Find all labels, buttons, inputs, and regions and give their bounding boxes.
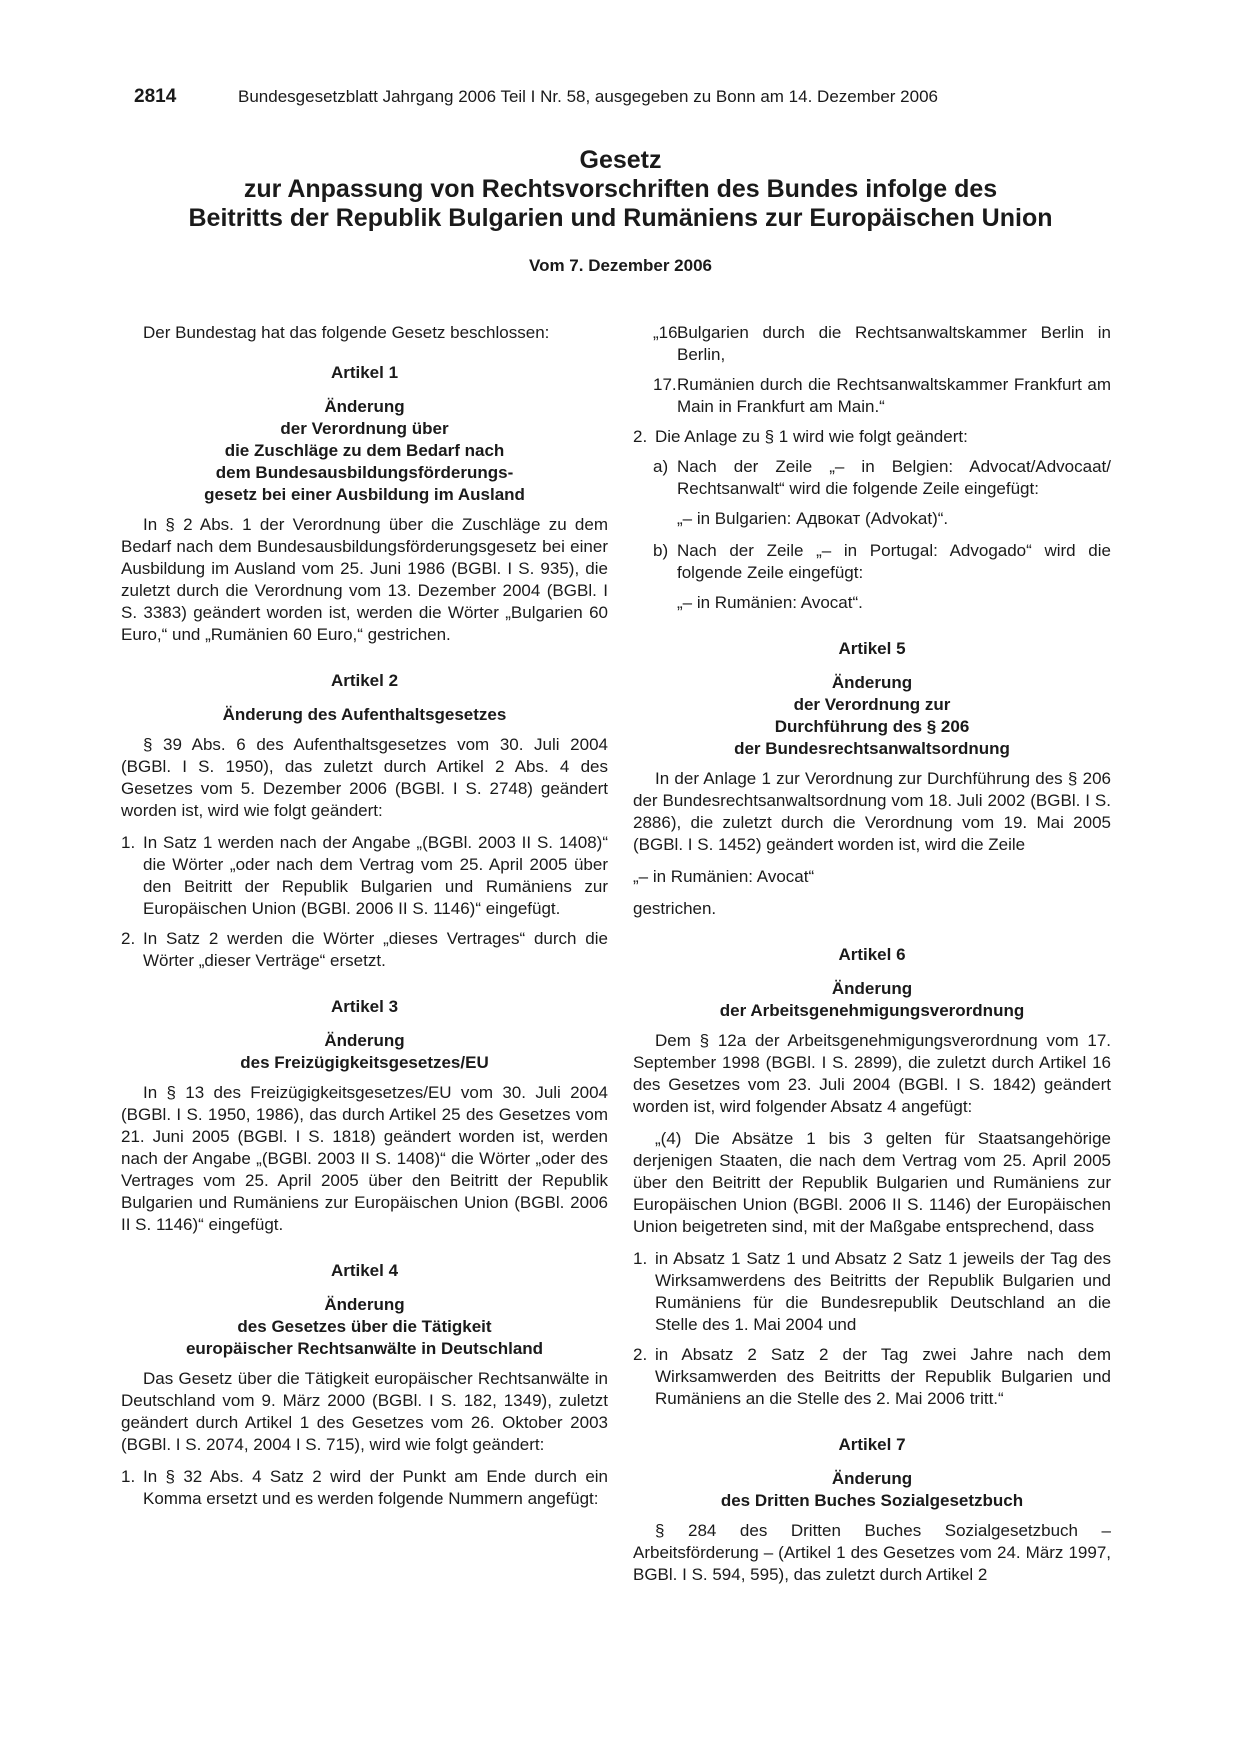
- paragraph: § 284 des Dritten Buches Sozialgesetzbuch – Arbeitsförderung – (Artikel 1 des Gesetzes vom 24. März 1997, BGBl. I S. 594, 595), das zuletzt durch Artikel 2: [633, 1521, 1111, 1584]
- law-title: [100, 146, 1141, 233]
- paragraph: Dem § 12a der Arbeitsgenehmigungsverordnung vom 17. September 1998 (BGBl. I S. 2899), die zuletzt durch Artikel 16 des Gesetzes vom 23. Juli 2004 (BGBl. I S. 1842) geändert worden ist, wird folgender Absatz 4 angefügt:: [633, 1031, 1111, 1116]
- paragraph: Der Bundestag hat das folgende Gesetz beschlossen:: [143, 323, 550, 342]
- article-heading-line: Änderung: [324, 397, 405, 416]
- article-heading-line: Änderung des Aufenthaltsgesetzes: [222, 705, 507, 724]
- article-heading: [121, 1294, 608, 1360]
- law-title-line-1: Gesetz: [579, 146, 662, 174]
- article-number: Artikel 7: [838, 1435, 906, 1454]
- right-column: [633, 322, 1111, 1596]
- numbered-item: [121, 928, 608, 972]
- law-date: Vom 7. Dezember 2006: [529, 256, 712, 275]
- article-heading: [121, 396, 608, 506]
- article-heading-line: des Freizügigkeitsgesetzes/EU: [240, 1053, 489, 1072]
- numbered-item: [633, 1248, 1111, 1336]
- paragraph: Das Gesetz über die Tätigkeit europäischer Rechtsanwälte in Deutschland vom 9. März 2000 (BGBl. I S. 182, 1349), zuletzt geändert durch Artikel 1 des Gesetzes vom 26. Oktober 2003 (BGBl. I S. 2074, 2004 I S. 715), wird wie folgt geändert:: [121, 1369, 608, 1454]
- sub-item: [633, 374, 1111, 418]
- item-text: Nach der Zeile „– in Portugal: Advogado“ wird die folgende Zeile eingefügt:: [677, 541, 1111, 582]
- article-heading-line: der Bundesrechtsanwaltsordnung: [734, 739, 1010, 758]
- item-label: a): [653, 457, 669, 476]
- article-heading-line: der Verordnung zur: [793, 695, 951, 714]
- article-heading: [121, 704, 608, 726]
- item-text: Nach der Zeile „– in Belgien: Advocat/Advocaat/ Rechtsanwalt“ wird die folgende Zeile eingefügt:: [677, 457, 1111, 498]
- article-heading-line: die Zuschläge zu dem Bedarf nach: [224, 441, 505, 460]
- item-label: b): [653, 541, 669, 560]
- item-text: in Absatz 1 Satz 1 und Absatz 2 Satz 1 jeweils der Tag des Wirksamwerdens des Beitritts der Republik Bulgarien und Rumäniens für die Bundesrepublik Deutschland an die Stelle des 1. Mai 2004 und: [655, 1249, 1111, 1334]
- article-heading-line: des Gesetzes über die Tätigkeit: [237, 1317, 492, 1336]
- paragraph: gestrichen.: [633, 899, 717, 918]
- item-text: in Absatz 2 Satz 2 der Tag zwei Jahre nach dem Wirksamwerden des Beitritts der Republik Bulgarien und Rumäniens an die Stelle des 2. Mai 2006 tritt.“: [655, 1345, 1111, 1408]
- paragraph: In § 13 des Freizügigkeitsgesetzes/EU vom 30. Juli 2004 (BGBl. I S. 1950, 1986), das durch Artikel 25 des Gesetzes vom 21. Juni 2005 (BGBl. I S. 1818) geändert worden ist, werden nach der Angabe „(BGBl. 2003 II S. 1408)“ die Wörter „oder des Vertrages vom 25. April 2005 über den Beitritt der Republik Bulgarien und Rumäniens zur Europäischen Union (BGBl. 2006 II S. 1146)“ eingefügt.: [121, 1083, 608, 1234]
- article-heading-line: Änderung: [831, 673, 913, 692]
- sub-item: [633, 540, 1111, 584]
- article-heading-line: des Dritten Buches Sozialgesetzbuch: [720, 1491, 1024, 1510]
- law-title-line-3: Beitritts der Republik Bulgarien und Rumäniens zur Europäischen Union: [188, 204, 1053, 232]
- article-heading-line: der Arbeitsgenehmigungsverordnung: [719, 1001, 1025, 1020]
- item-text: Rumänien durch die Rechtsanwaltskammer Frankfurt am Main in Frankfurt am Main.“: [677, 375, 1111, 416]
- paragraph: „(4) Die Absätze 1 bis 3 gelten für Staatsangehörige derjenigen Staaten, die nach dem Vertrag vom 25. April 2005 über den Beitritt der Republik Bulgarien und Rumäniens zur Europäischen Union (BGBl. 2006 II S. 1146) der Europäischen Union beigetreten sind, mit der Maßgabe entsprechend, dass: [633, 1129, 1111, 1236]
- item-text: In Satz 1 werden nach der Angabe „(BGBl. 2003 II S. 1408)“ die Wörter „oder nach dem Vertrag vom 25. April 2005 über den Beitritt der Republik Bulgarien und Rumäniens zur Europäischen Union (BGBl. 2006 II S. 1146)“ eingefügt.: [143, 833, 608, 918]
- paragraph: In § 2 Abs. 1 der Verordnung über die Zuschläge zu dem Bedarf nach dem Bundesausbildungsförderungsgesetz bei einer Ausbildung im Ausland vom 25. Juni 1986 (BGBl. I S. 935), die zuletzt durch die Verordnung vom 13. Dezember 2004 (BGBl. I S. 3383) geändert worden ist, werden die Wörter „Bulgarien 60 Euro,“ und „Rumänien 60 Euro,“ gestrichen.: [121, 515, 608, 644]
- item-label: 1.: [121, 833, 136, 852]
- page-number: 2814: [134, 86, 177, 107]
- item-label: 1.: [121, 1467, 136, 1486]
- item-label: 2.: [121, 929, 136, 948]
- item-label: 17.: [653, 375, 677, 394]
- article-heading-line: dem Bundesausbildungsförderungs-: [215, 463, 514, 482]
- article-number: Artikel 1: [330, 363, 399, 382]
- item-label: 2.: [633, 427, 648, 446]
- running-header: [134, 86, 1114, 108]
- item-text: Die Anlage zu § 1 wird wie folgt geändert:: [655, 427, 968, 446]
- paragraph: § 39 Abs. 6 des Aufenthaltsgesetzes vom 30. Juli 2004 (BGBl. I S. 1950), das zuletzt durch Artikel 2 Abs. 4 des Gesetzes vom 5. Dezember 2006 (BGBl. I S. 2748) geändert worden ist, wird wie folgt geändert:: [121, 735, 608, 820]
- quoted-line: „– in Bulgarien: Адвокат (Advokat)“.: [677, 509, 949, 528]
- article-heading-line: gesetz bei einer Ausbildung im Ausland: [204, 485, 525, 504]
- article-heading-line: Durchführung des § 206: [774, 717, 970, 736]
- article-number: Artikel 5: [838, 639, 906, 658]
- article-heading: [633, 978, 1111, 1022]
- paragraph: „– in Rumänien: Avocat“: [633, 867, 815, 886]
- quoted-line: „– in Rumänien: Avocat“.: [677, 593, 863, 612]
- article-heading: [633, 1468, 1111, 1512]
- item-text: In § 32 Abs. 4 Satz 2 wird der Punkt am Ende durch ein Komma ersetzt und es werden folgende Nummern angefügt:: [143, 1467, 608, 1508]
- paragraph: In der Anlage 1 zur Verordnung zur Durchführung des § 206 der Bundesrechtsanwaltsordnung vom 18. Juli 2002 (BGBl. I S. 2886), die zuletzt durch die Verordnung vom 19. Mai 2005 (BGBl. I S. 1452) geändert worden ist, wird die Zeile: [633, 769, 1111, 854]
- article-heading-line: Änderung: [324, 1295, 405, 1314]
- item-label: 2.: [633, 1345, 648, 1364]
- article-heading-line: Änderung: [831, 1469, 913, 1488]
- article-heading-line: Änderung: [324, 1031, 405, 1050]
- article-number: Artikel 2: [330, 671, 399, 690]
- sub-item: [633, 322, 1111, 366]
- numbered-item: [633, 426, 1111, 448]
- article-number: Artikel 4: [330, 1261, 399, 1280]
- numbered-item: [633, 1344, 1111, 1410]
- article-heading: [121, 1030, 608, 1074]
- item-label: 1.: [633, 1249, 648, 1268]
- sub-item: [633, 456, 1111, 500]
- item-text: Bulgarien durch die Rechtsanwaltskammer Berlin in Berlin,: [677, 323, 1111, 364]
- article-heading: [633, 672, 1111, 760]
- article-number: Artikel 3: [330, 997, 399, 1016]
- gazette-line: Bundesgesetzblatt Jahrgang 2006 Teil I Nr. 58, ausgegeben zu Bonn am 14. Dezember 2006: [238, 87, 938, 106]
- article-number: Artikel 6: [838, 945, 906, 964]
- article-heading-line: der Verordnung über: [280, 419, 449, 438]
- item-label: „16.: [653, 323, 683, 342]
- numbered-item: [121, 1466, 608, 1510]
- article-heading-line: Änderung: [831, 979, 913, 998]
- item-text: In Satz 2 werden die Wörter „dieses Vertrages“ durch die Wörter „dieser Verträge“ ersetzt.: [143, 929, 608, 970]
- law-title-line-2: zur Anpassung von Rechtsvorschriften des Bundes infolge des: [243, 175, 998, 203]
- article-heading-line: europäischer Rechtsanwälte in Deutschland: [185, 1339, 544, 1358]
- left-column: [121, 322, 608, 1518]
- numbered-item: [121, 832, 608, 920]
